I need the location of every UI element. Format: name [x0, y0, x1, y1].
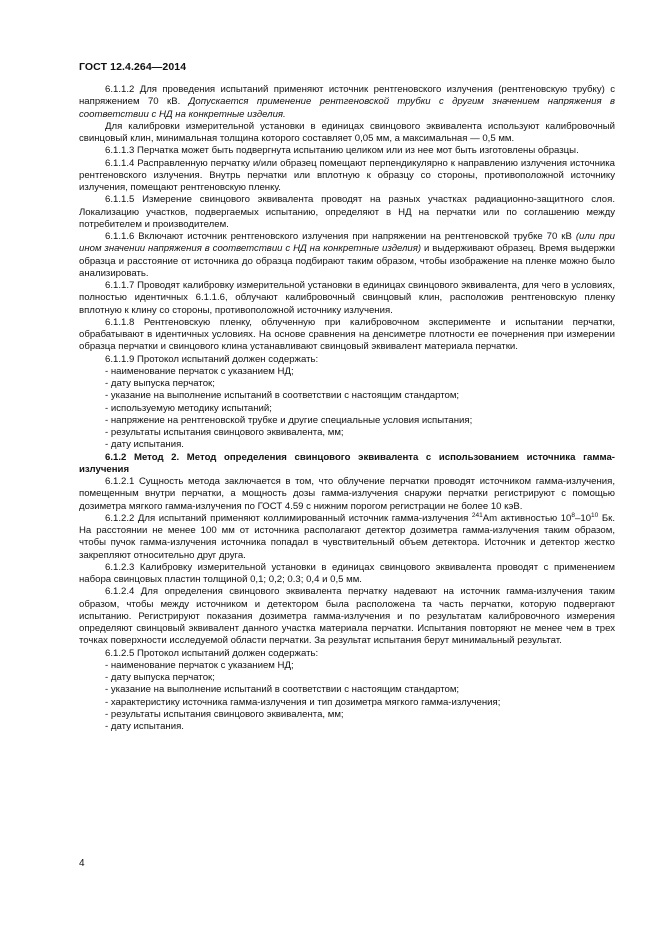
paragraph-text: активностью 10: [497, 512, 572, 524]
list-item: - указание на выполнение испытаний в соответствии с настоящим стандартом;: [105, 684, 460, 696]
paragraph-6-1-2-2: [79, 513, 615, 562]
paragraph-text: 6.1.1.2 Для проведения испытаний применяют источник рентгеновского излучения (рентгеновскую трубку) с напряжением 70 кВ.: [79, 84, 615, 108]
paragraph-text: 6.1.1.6 Включают источник рентгеновского излучения при напряжении на рентгеновской трубке 70 кВ: [105, 231, 576, 242]
paragraph-6-1-2-4: 6.1.2.4 Для определения свинцового эквивалента перчатку надевают на источник гамма-излучения таким образом, чтобы между источником и детектором была расположена та часть перчатки, которую подвергают испытанию. Регистрируют показания дозиметра гамма-излучения и по результатам калибровочного измерения определяют свинцовый эквивалент данного участка материала перчатки. Испытания повторяют не менее чем в трех точках поверхности исследуемой области перчатки. За результат испытания берут минимальный результат.: [79, 586, 615, 647]
list-item: - напряжение на рентгеновской трубке и другие специальные условия испытания;: [105, 414, 473, 426]
paragraph-text: и выдерживают образец. Время выдержки образца и расстояние от источника до образца подбирают таким образом, чтобы изображение на пленке можно было анализировать.: [79, 243, 615, 279]
document-header: ГОСТ 12.4.264—2014: [79, 61, 187, 73]
paragraph-6-1-1-3: 6.1.1.3 Перчатка может быть подвергнута испытанию целиком или из нее мот быть изготовлены образцы.: [105, 145, 579, 157]
paragraph-6-1-1-4: 6.1.1.4 Расправленную перчатку и/или образец помещают перпендикулярно к направлению излучения источника рентгеновского излучения. Внутрь перчатки или вплотную к образцу со стороны, противоположной источнику излучения, помещают рентгеновскую пленку.: [79, 157, 615, 193]
document-body: [79, 84, 615, 733]
paragraph-italic-text: Допускается применение рентгеновской трубки с другим значением напряжения в соответствии с НД на конкретные изделия.: [79, 96, 615, 120]
exponent: 10: [591, 511, 599, 519]
paragraph-6-1-2-5: 6.1.2.5 Протокол испытаний должен содержать:: [105, 647, 319, 659]
paragraph-text: Бк. На расстоянии не менее 100 мм от источника располагают детектор дозиметра гамма-излучения таким образом, чтобы пучок гамма-излучения источника попадал в чувствительный объем детектора. Источник и детектор жестко закрепляют относительно друг друга.: [79, 512, 615, 561]
list-item: - дату испытания.: [105, 439, 184, 451]
paragraph-6-1-1-6: [79, 231, 615, 280]
paragraph-6-1-2-3: 6.1.2.3 Калибровку измерительной установки в единицах свинцового эквивалента проводят с применением набора свинцовых пластин толщиной 0,1; 0,2; 0.3; 0,4 и 0,5 мм.: [79, 561, 615, 585]
list-item: - указание на выполнение испытаний в соответствии с настоящим стандартом;: [105, 390, 460, 402]
paragraph-6-1-1-5: 6.1.1.5 Измерение свинцового эквивалента проводят на разных участках радиационно-защитного слоя. Локализацию участков, подвергаемых испытанию, определяют в НД на перчатки или по соглашению между потребителем и производителем.: [79, 194, 615, 230]
paragraph-6-1-1-9: 6.1.1.9 Протокол испытаний должен содержать:: [105, 353, 319, 365]
list-item: - наименование перчаток с указанием НД;: [105, 659, 294, 671]
paragraph-calibration-wedge: Для калибровки измерительной установки в единицах свинцового эквивалента используют калибровочный свинцовый клин, минимальная толщина которого составляет 0,05 мм, а максимальная — 0,5 мм.: [79, 120, 615, 144]
section-heading-6-1-2: 6.1.2 Метод 2. Метод определения свинцового эквивалента с использованием источника гамма-излучения: [79, 451, 615, 475]
paragraph-6-1-1-2: [79, 84, 615, 121]
list-item: - дату испытания.: [105, 721, 184, 732]
paragraph-6-1-1-7: 6.1.1.7 Проводят калибровку измерительной установки в единицах свинцового эквивалента, для чего в условиях, полностью идентичных 6.1.1.6, облучают калибровочный свинцовый клин, расположив рентгеновскую пленку вплотную к клину со стороны, противоположной источнику излучения.: [79, 280, 615, 316]
page-number: 4: [79, 858, 85, 869]
isotope-mass-number: 241: [471, 511, 483, 519]
isotope-symbol: Am: [482, 512, 498, 524]
list-item: - используемую методику испытаний;: [105, 402, 272, 414]
exponent: 8: [571, 511, 576, 519]
list-item: - результаты испытания свинцового эквивалента, мм;: [105, 708, 344, 720]
list-item: - наименование перчаток с указанием НД;: [105, 365, 294, 377]
paragraph-text: 6.1.2.2 Для испытаний применяют коллимированный источник гамма-излучения: [105, 512, 472, 524]
list-item: - дату выпуска перчаток;: [105, 672, 215, 683]
paragraph-text: –10: [575, 512, 592, 524]
list-item: - характеристику источника гамма-излучения и тип дозиметра мягкого гамма-излучения;: [105, 696, 501, 708]
paragraph-6-1-2-1: 6.1.2.1 Сущность метода заключается в том, что облучение перчатки проводят источником гамма-излучения, помещенным внутри перчатки, а мощность дозы гамма-излучения снаружи перчатки регистрируют с помощью дозиметра мягкого гамма-излучения по ГОСТ 4.59 с нижним порогом регистрации не более 10 кэВ.: [79, 476, 615, 512]
list-item: - дату выпуска перчаток;: [105, 378, 215, 389]
list-item: - результаты испытания свинцового эквивалента, мм;: [105, 427, 344, 438]
paragraph-italic-text: (или при ином значении напряжения в соответствии с НД на конкретные изделия): [79, 231, 615, 255]
paragraph-6-1-1-8: 6.1.1.8 Рентгеновскую пленку, облученную при калибровочном эксперименте и испытании перчатки, обрабатывают в идентичных условиях. На основе сравнения на денсиметре плотности ее почернения при измерении образца перчатки и свинцового клина устанавливают свинцовый эквивалент материала перчатки.: [79, 316, 615, 353]
